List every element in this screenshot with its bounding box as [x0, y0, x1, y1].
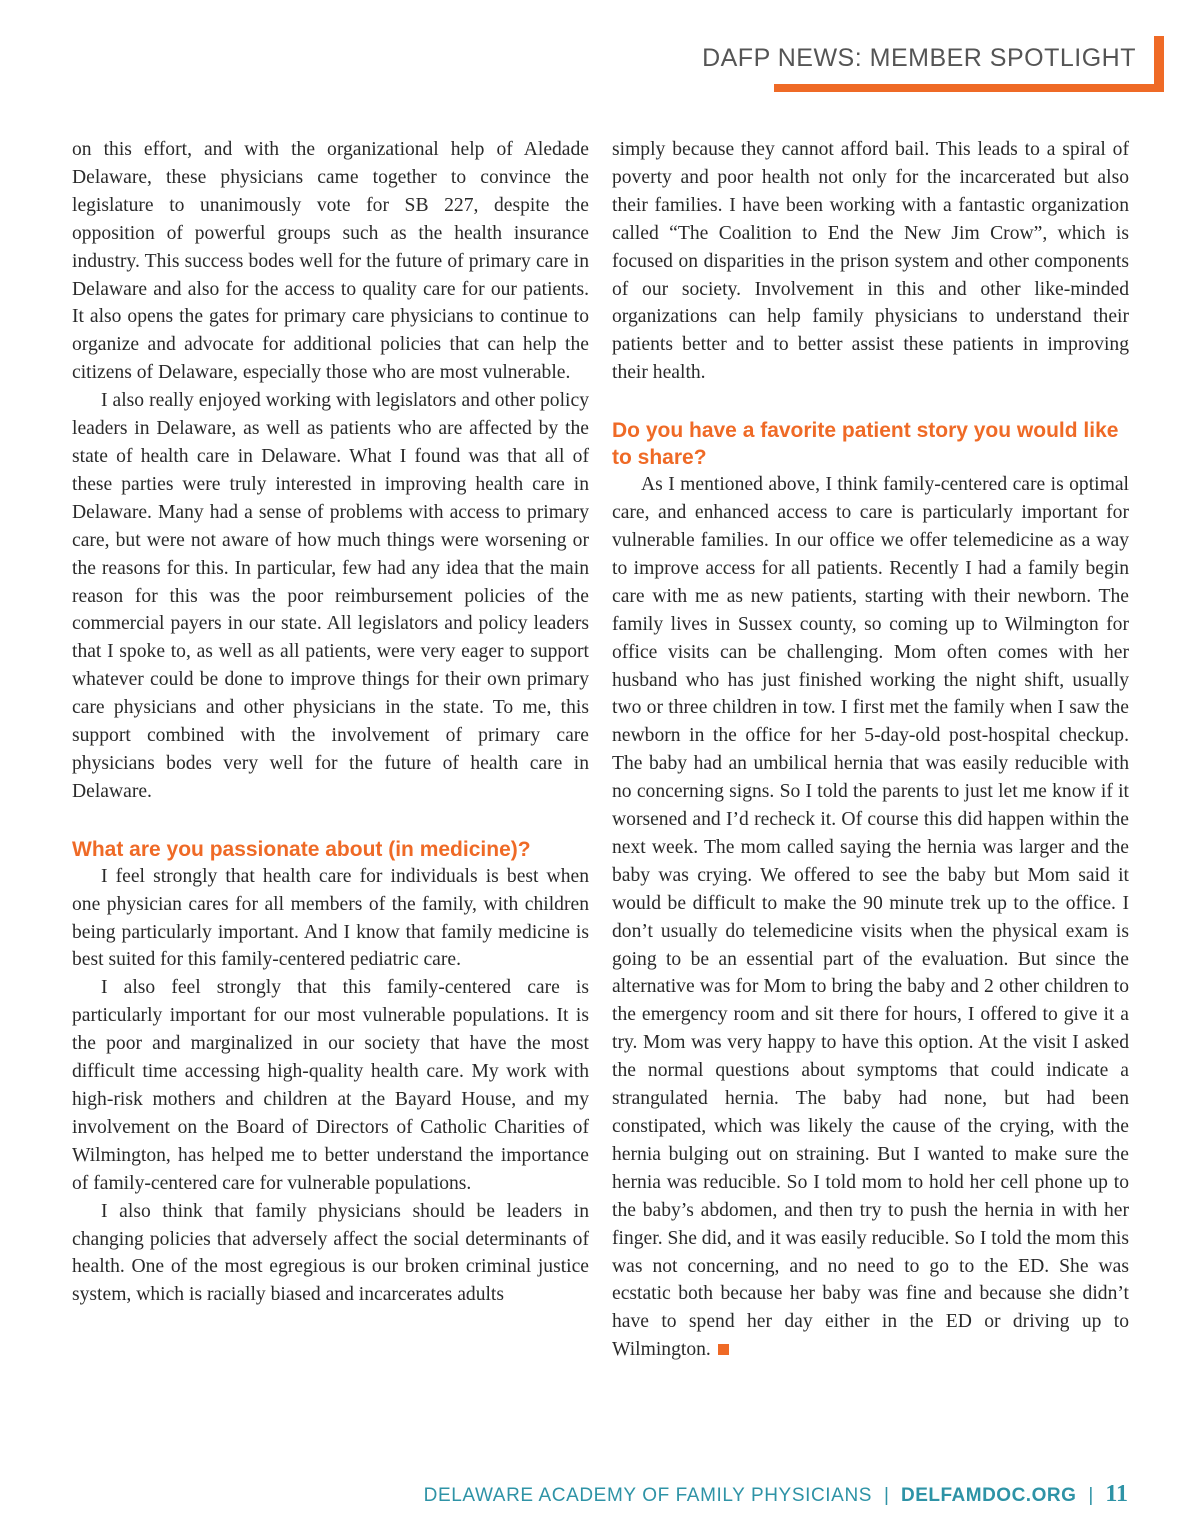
header-accent-bar — [774, 84, 1164, 92]
article-left-column — [72, 136, 589, 1309]
footer-organization: DELAWARE ACADEMY OF FAMILY PHYSICIANS — [423, 1485, 873, 1506]
paragraph-text: As I mentioned above, I think family-centered care is optimal care, and enhanced access to care is particularly important for vulnerable families. In our office we offer telemedicine as a way to improve access for all patients. Recently I had a family begin care with me as new patients, starting with their newborn. The family lives in Sussex county, so coming up to Wilmington for office visits can be challenging. Mom often comes with her husband who has just finished working the night shift, usually two or three children in tow. I first met the family when I saw the newborn in the office for her 5-day-old post-hospital checkup. The baby had an umbilical hernia that was easily reducible with no concerning signs. So I told the parents to just let me know if it worsened and I’d recheck it. Of course this did happen within the next week. The mom called saying the hernia was larger and the baby was crying. We offered to see the baby but Mom said it would be difficult to make the 90 minute trek up to the office. I don’t usually do telemedicine visits when the physical exam is going to be an essential part of the evaluation. But since the alternative was for Mom to bring the baby and 2 other children to the emergency room and sit there for hours, I offered to give it a try. Mom was very happy to have this option. At the visit I asked the normal questions about symptoms that could indicate a strangulated hernia. The baby had none, but had been constipated, which was likely the cause of the crying, with the hernia bulging out on straining. But I wanted to make sure the hernia was reducible. So I told mom to hold her cell phone up to the baby’s abdomen, and then try to push the hernia in with her finger. She did, and it was easily reducible. So I told the mom this was not concerning, and no need to go to the ED. She was ecstatic both because her baby was fine and because she didn’t have to spend her day either in the ED or driving up to Wilmington. — [612, 474, 1129, 1361]
paragraph: simply because they cannot afford bail. This leads to a spiral of poverty and poor health not only for the incarcerated but also their families. I have been working with a fantastic organization called “The Coalition to End the New Jim Crow”, which is focused on disparities in the prison system and other components of our society. Involvement in this and other like-minded organizations can help family physicians to understand their patients better and to better assist these patients in improving their health. — [612, 139, 1129, 384]
paragraph-final — [612, 471, 1129, 1364]
paragraph: I feel strongly that health care for individuals is best when one physician cares for all members of the family, with children being particularly important. And I know that family medicine is best suited for this family-centered pediatric care. — [72, 865, 589, 971]
end-of-article-square-icon — [718, 1344, 729, 1355]
section-heading-passion: What are you passionate about (in medicine)? — [72, 837, 531, 861]
footer-website-link[interactable]: DELFAMDOC.ORG — [900, 1485, 1077, 1506]
page-footer — [424, 1481, 1128, 1508]
paragraph: I also really enjoyed working with legislators and other policy leaders in Delaware, as well as patients who are affected by the state of health care in Delaware. What I found was that all of these parties were truly interested in improving health care in Delaware. Many had a sense of problems with access to primary care, but were not aware of how much things were worsening or the reasons for this. In particular, few had any idea that the main reason for this was the poor reimbursement policies of the commercial payers in our state. All legislators and policy leaders that I spoke to, as well as all patients, were very eager to support whatever could be done to improve things for their own primary care physicians and other physicians in the state. To me, this support combined with the involvement of primary care physicians bodes very well for the future of health care in Delaware. — [72, 390, 589, 802]
paragraph: on this effort, and with the organizational help of Aledade Delaware, these physicians came together to convince the legislature to unanimously vote for SB 227, despite the opposition of powerful groups such as the health insurance industry. This success bodes well for the future of primary care in Delaware and also for the access to quality care for our patients. It also opens the gates for primary care physicians to continue to organize and advocate for additional policies that can help the citizens of Delaware, especially those who are most vulnerable. — [72, 139, 589, 384]
paragraph: I also think that family physicians should be leaders in changing policies that adversely affect the social determinants of health. One of the most egregious is our broken criminal justice system, which is racially biased and incarcerates adults — [72, 1200, 589, 1306]
section-heading-patient-story: Do you have a favorite patient story you would like to share? — [612, 419, 1119, 470]
footer-separator: | — [884, 1485, 889, 1506]
paragraph: I also feel strongly that this family-centered care is particularly important for our most vulnerable populations. It is the poor and marginalized in our society that have the most difficult time accessing high-quality health care. My work with high-risk mothers and children at the Bayard House, and my involvement on the Board of Directors of Catholic Charities of Wilmington, has helped me to better understand the importance of family-centered care for vulnerable populations. — [72, 977, 589, 1194]
page-number: 11 — [1105, 1481, 1128, 1507]
article-right-column — [612, 136, 1129, 1364]
footer-separator: | — [1088, 1485, 1094, 1506]
section-header — [702, 36, 1164, 92]
section-label: DAFP NEWS: MEMBER SPOTLIGHT — [702, 44, 1136, 72]
header-accent-edge — [1154, 36, 1164, 92]
